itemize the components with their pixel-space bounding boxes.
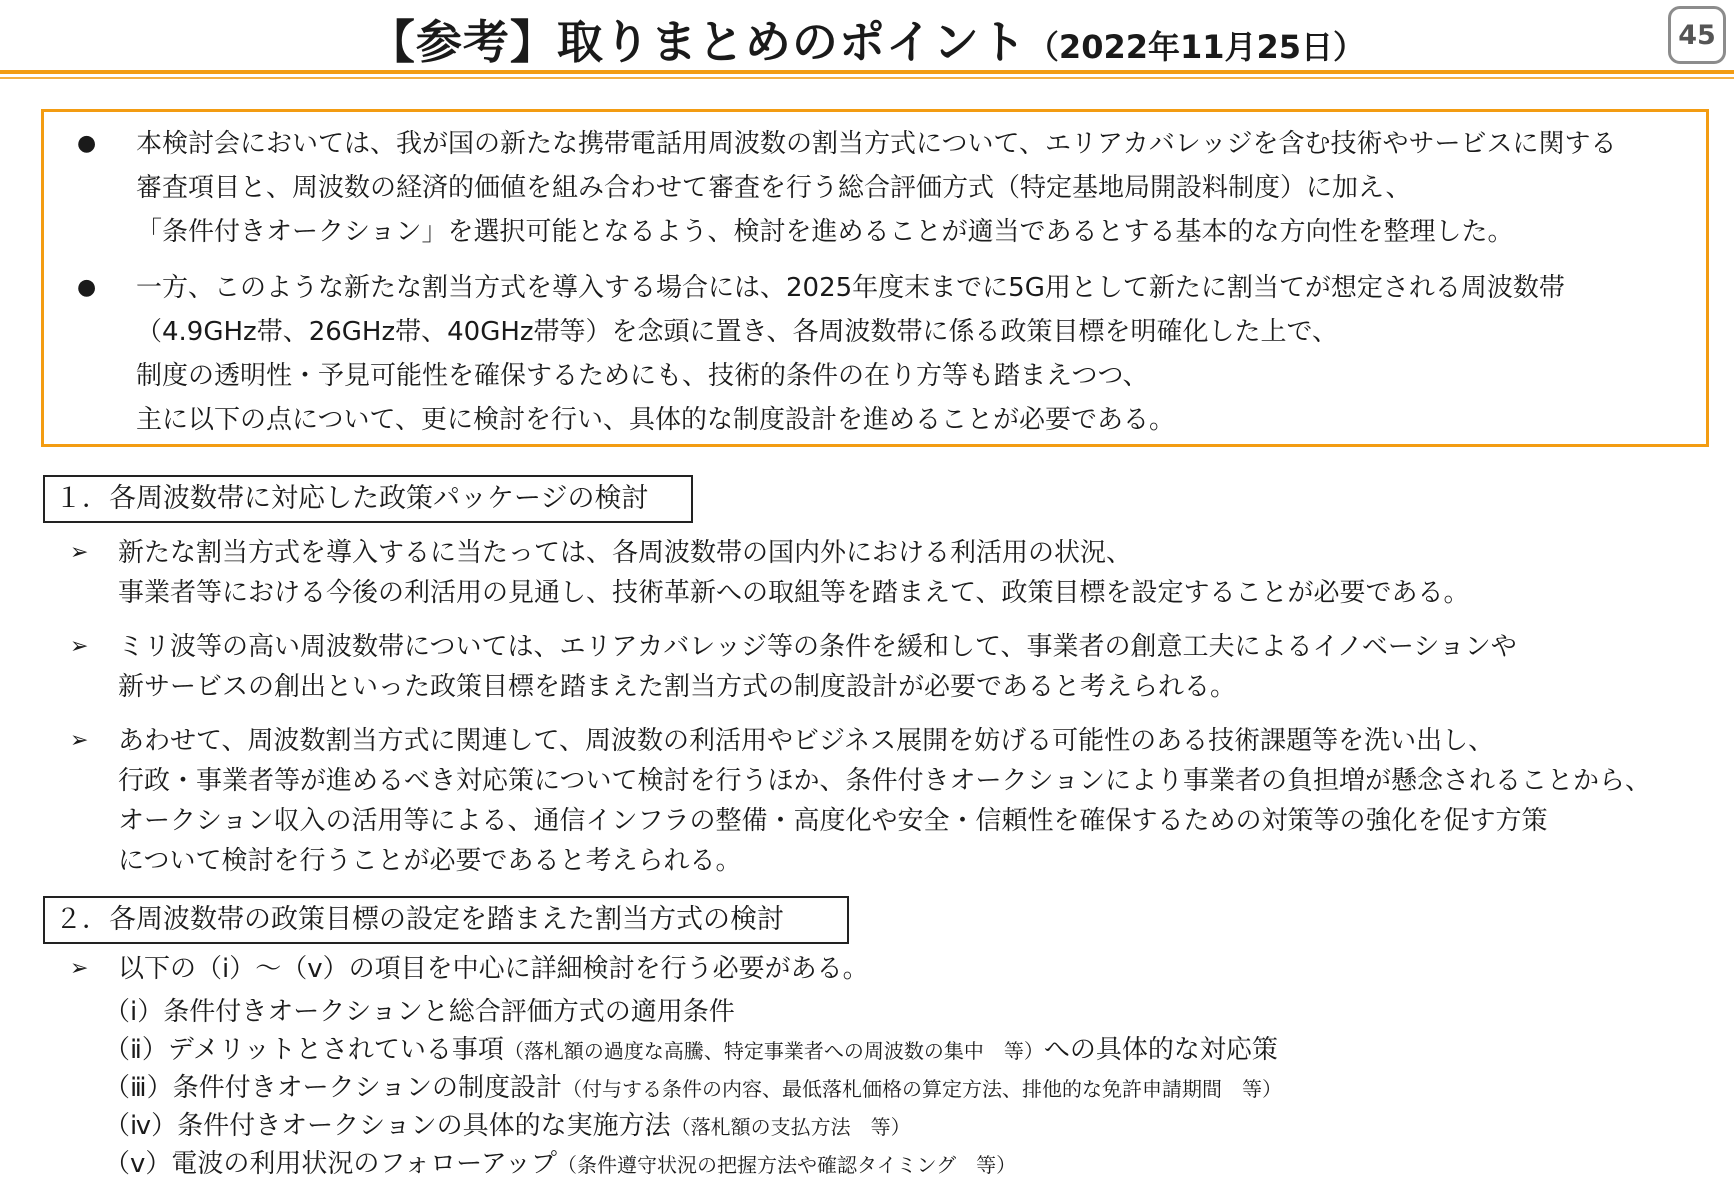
subitem-iii [104, 1069, 1704, 1108]
bullet-icon: ● [77, 131, 97, 156]
section2-intro [0, 949, 1734, 989]
subitem-marker: （ⅱ） [104, 1035, 168, 1065]
bullet-icon: ● [77, 275, 97, 300]
arrow-bullet-icon: ➢ [70, 728, 89, 753]
summary-line: 「条件付きオークション」を選択可能となるよう、検討を進めることが適当であるとする基本的な方向性を整理した。 [136, 217, 1514, 247]
subitem-marker: （ⅴ） [104, 1149, 172, 1179]
item-line: ミリ波等の高い周波数帯については、エリアカバレッジ等の条件を緩和して、事業者の創意工夫によるイノベーションや [118, 632, 1517, 662]
title-date: （2022年11月25日） [1026, 28, 1366, 66]
slide-header [0, 0, 1734, 70]
section1-item [0, 721, 1734, 881]
item-line: 事業者等における今後の利活用の見通し、技術革新への取組等を踏まえて、政策目標を設定することが必要である。 [118, 578, 1470, 608]
subitem-marker: （ⅰ） [104, 997, 164, 1027]
item-line: 新たな割当方式を導入するに当たっては、各周波数帯の国内外における利活用の状況、 [118, 538, 1133, 568]
summary-line: 制度の透明性・予見可能性を確保するためにも、技術的条件の在り方等も踏まえつつ、 [136, 361, 1149, 391]
intro-line: 以下の（ⅰ）～（ⅴ）の項目を中心に詳細検討を行う必要がある。 [118, 954, 869, 984]
item-line: あわせて、周波数割当方式に関連して、周波数の利活用やビジネス展開を妨げる可能性のある技術課題等を洗い出し、 [118, 726, 1495, 756]
subitem-ii [104, 1031, 1704, 1070]
item-line: 新サービスの創出といった政策目標を踏まえた割当方式の制度設計が必要であると考えられる。 [118, 672, 1237, 702]
subitem-note: （落札額の過度な高騰、特定事業者への周波数の集中 等） [503, 1039, 1044, 1063]
summary-line: （4.9GHz帯、26GHz帯、40GHz帯等）を念頭に置き、各周波数帯に係る政策目標を明確化した上で、 [136, 317, 1338, 347]
subitem-text: 条件付きオークションの具体的な実施方法 [177, 1111, 671, 1141]
section1-item [0, 627, 1734, 707]
subitem-i [104, 993, 1704, 1031]
section1-heading: １．各周波数帯に対応した政策パッケージの検討 [43, 475, 693, 523]
arrow-bullet-icon: ➢ [70, 540, 89, 565]
subitem-marker: （ⅳ） [104, 1111, 178, 1141]
summary-line: 主に以下の点について、更に検討を行い、具体的な制度設計を進めることが必要である。 [136, 405, 1175, 435]
item-line: オークション収入の活用等による、通信インフラの整備・高度化や安全・信頼性を確保するための対策等の強化を促す方策 [118, 806, 1548, 836]
summary-line: 審査項目と、周波数の経済的価値を組み合わせて審査を行う総合評価方式（特定基地局開設料制度）に加え、 [136, 173, 1412, 203]
subitem-text: 条件付きオークションの制度設計 [172, 1073, 563, 1103]
subitem-note: （落札額の支払方法 等） [670, 1115, 911, 1139]
header-divider-thin [0, 77, 1734, 79]
subitem-note: （条件遵守状況の把握方法や確認タイミング 等） [556, 1153, 1017, 1177]
page-number-badge: 45 [1668, 6, 1726, 64]
subitem-iv [104, 1107, 1704, 1146]
summary-line: 一方、このような新たな割当方式を導入する場合には、2025年度末までに5G用として新たに割当てが想定される周波数帯 [136, 273, 1565, 303]
section2-heading: ２．各周波数帯の政策目標の設定を踏まえた割当方式の検討 [43, 896, 849, 944]
summary-paragraph [44, 266, 1706, 442]
subitem-note: （付与する条件の内容、最低落札価格の算定方法、排他的な免許申請期間 等） [562, 1077, 1283, 1101]
subitem-text: 電波の利用状況のフォローアップ [171, 1149, 557, 1179]
arrow-bullet-icon: ➢ [70, 634, 89, 659]
title-main: 【参考】取りまとめのポイント [368, 15, 1027, 69]
subitem-tail: への具体的な対応策 [1043, 1035, 1278, 1065]
header-divider [0, 70, 1734, 74]
subitem-text: 条件付きオークションと総合評価方式の適用条件 [163, 997, 735, 1027]
subitem-marker: （ⅲ） [104, 1073, 173, 1103]
section1-item [0, 533, 1734, 613]
summary-box [41, 109, 1709, 447]
arrow-bullet-icon: ➢ [70, 956, 89, 981]
page-title [0, 6, 1734, 72]
item-line: 行政・事業者等が進めるべき対応策について検討を行うほか、条件付きオークションにより事業者の負担増が懸念されることから、 [118, 766, 1651, 796]
subitem-text: デメリットとされている事項 [167, 1035, 504, 1065]
summary-line: 本検討会においては、我が国の新たな携帯電話用周波数の割当方式について、エリアカバレッジを含む技術やサービスに関する [136, 129, 1617, 159]
item-line: について検討を行うことが必要であると考えられる。 [118, 846, 742, 876]
subitem-v [104, 1145, 1704, 1184]
summary-paragraph [44, 122, 1706, 254]
